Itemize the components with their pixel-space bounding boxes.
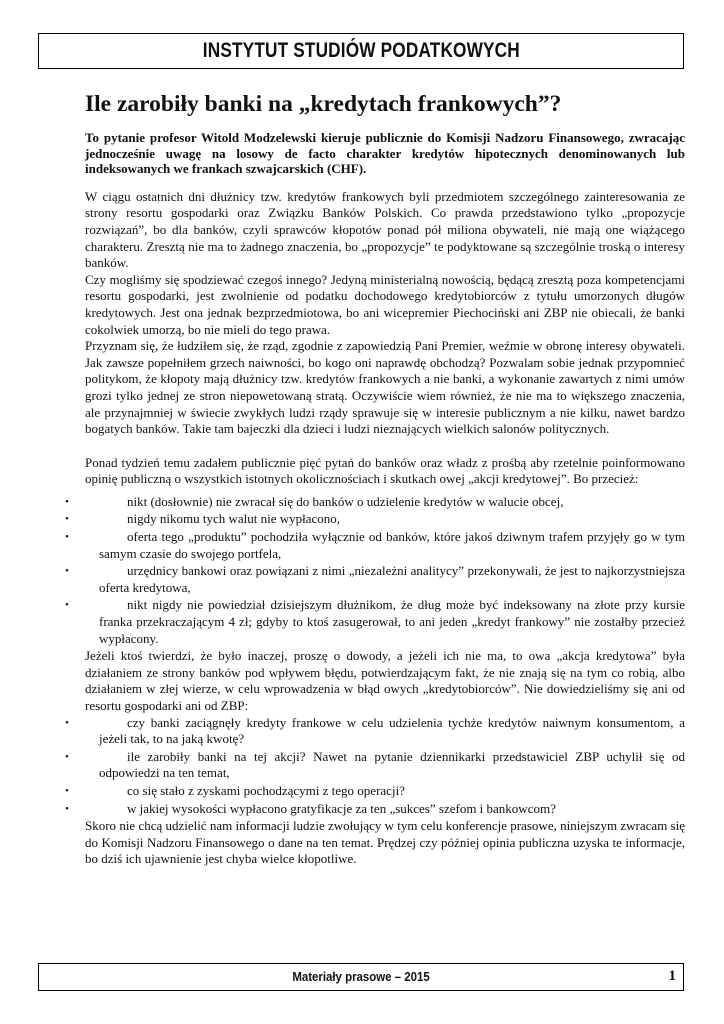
list-item: • nikt (dosłownie) nie zwracał się do banków o udzielenie kredytów w walucie obcej, [65, 493, 564, 509]
list-item: • ile zarobiły banki na tej akcji? Nawet na pytanie dziennikarki przedstawiciel ZBP uchylił się od odpowiedzi na ten temat, [65, 748, 685, 781]
article [65, 90, 685, 868]
list-item: • nigdy nikomu tych walut nie wypłacono, [65, 511, 341, 527]
footer-box [38, 963, 684, 991]
bullet-icon: • [65, 513, 69, 526]
bullet-icon: • [65, 565, 69, 578]
bullet-icon: • [65, 750, 69, 763]
bullet-list-unanswered [65, 714, 685, 818]
paragraph: W ciągu ostatnich dni dłużnicy tzw. kredytów frankowych byli przedmiotem szczególnego zainteresowania ze strony resortu gospodarki oraz Związku Banków Polskich. Co prawda przedstawiono tylko „propozycje rozwiązań”, bo dla banków, czyli sprawców kłopotów ponad pół miliona obywateli, nie mają one wiążącego charakteru. Zresztą nie ma to żadnego znaczenia, bo „propozycje” te podyktowane są szczególnie troską o interesy banków. [85, 188, 685, 271]
bullet-icon: • [65, 802, 69, 815]
header-title: INSTYTUT STUDIÓW PODATKOWYCH [202, 39, 520, 62]
article-title: Ile zarobiły banki na „kredytach frankowych”? [85, 91, 562, 117]
list-item: • w jakiej wysokości wypłacono gratyfikacje za ten „sukces” szefom i bankowcom? [65, 800, 556, 816]
paragraph: Ponad tydzień temu zadałem publicznie pięć pytań do banków oraz władz z prośbą aby rzetelnie poinformowano opinię publiczną o wszystkich istotnych okolicznościach i skutkach owej „akcji kredytowej”. Bo przecież: [85, 454, 685, 487]
bullet-icon: • [65, 531, 69, 544]
article-body [65, 188, 685, 868]
paragraph: Jeżeli ktoś twierdzi, że było inaczej, proszę o dowody, a jeżeli ich nie ma, to owa „akcja kredytowa” była działaniem ze strony banków pod wpływem błędu, potwierdzającym fakt, że nie znają się na tym co robią, albo działaniem w złej wierze, w celu wprowadzenia w błąd owych „kredytobiorców”. Nie dowiedzieliśmy się ani od resortu gospodarki ani od ZBP: [85, 648, 685, 713]
bullet-list-questions [65, 493, 685, 647]
paragraph: Skoro nie chcą udzielić nam informacji ludzie zwołujący w tym celu konferencje prasowe, niniejszym zwracam się do Komisji Nadzoru Finansowego o dane na ten temat. Prędzej czy później opinia publiczna uzyska te informacje, bo dziś ich ujawnienie jest chyba wielce kłopotliwe. [85, 818, 685, 867]
bullet-icon: • [65, 599, 69, 612]
list-item: • oferta tego „produktu” pochodziła wyłącznie od banków, które jakoś dziwnym trafem przyjęły go w tym samym czasie do swojego portfela, [65, 529, 685, 561]
footer-label: Materiały prasowe – 2015 [292, 969, 430, 984]
paragraph: Czy mogliśmy się spodziewać czegoś innego? Jedyną ministerialną nowością, będącą zresztą poza kompetencjami resortu gospodarki, jest zwolnienie od podatku dochodowego kredytobiorców z tytułu umorzonych długów kredytowych. Jest ona jednak bezprzedmiotowa, bo ani wicepremier Piechociński ani ZBP nie obiecali, że banki cokolwiek umorzą, bo nie mieli do tego prawa. [85, 271, 685, 337]
list-item: • urzędnicy bankowi oraz powiązani z nimi „niezależni analitycy” przekonywali, że jest to najkorzystniejsza oferta kredytowa, [65, 563, 685, 595]
bullet-icon: • [65, 716, 69, 729]
article-lead: To pytanie profesor Witold Modzelewski kieruje publicznie do Komisji Nadzoru Finansowego, zwracając jednocześnie uwagę na losowy de facto charakter kredytów hipotecznych denominowanych lub indeksowanych we frankach szwajcarskich (CHF). [85, 130, 685, 177]
paragraph: Przyznam się, że łudziłem się, że rząd, zgodnie z zapowiedzią Pani Premier, weźmie w obronę interesy obywateli. Jak zawsze popełniłem grzech naiwności, bo kogo oni naprawdę obchodzą? Pozwalam sobie jednak przypomnieć politykom, że kłopoty mają dłużnicy tzw. kredytów frankowych a nie banki, a wykonanie zawartych z nimi umów grozi tylko jednej ze stron niepowetowaną stratą. Oczywiście wiem również, że nie ma to większego znaczenia, ale przynajmniej w świecie zwykłych ludzi rządy sprawuje się w interesie publicznym a nie kilku, nawet bardzo bogatych banków. Takie tam bajeczki dla dzieci i ludzi nieznających wielkich salonów politycznych. [85, 338, 685, 437]
page-number: 1 [668, 968, 676, 984]
bullet-icon: • [65, 495, 69, 508]
list-item: • nikt nigdy nie powiedział dzisiejszym dłużnikom, że dług może być indeksowany na złote przy kursie franka przekraczającym 4 zł; gdyby to ktoś zasugerował, to ani jeden „kredyt frankowy” nie zostałby przecież wypłacony. [65, 597, 685, 646]
bullet-icon: • [65, 784, 69, 797]
header-box [38, 33, 684, 69]
list-item: • co się stało z zyskami pochodzącymi z tego operacji? [65, 782, 405, 798]
list-item: • czy banki zaciągnęły kredyty frankowe w celu udzielenia tychże kredytów naiwnym konsumentom, a jeżeli tak, to na jaką kwotę? [65, 714, 685, 747]
